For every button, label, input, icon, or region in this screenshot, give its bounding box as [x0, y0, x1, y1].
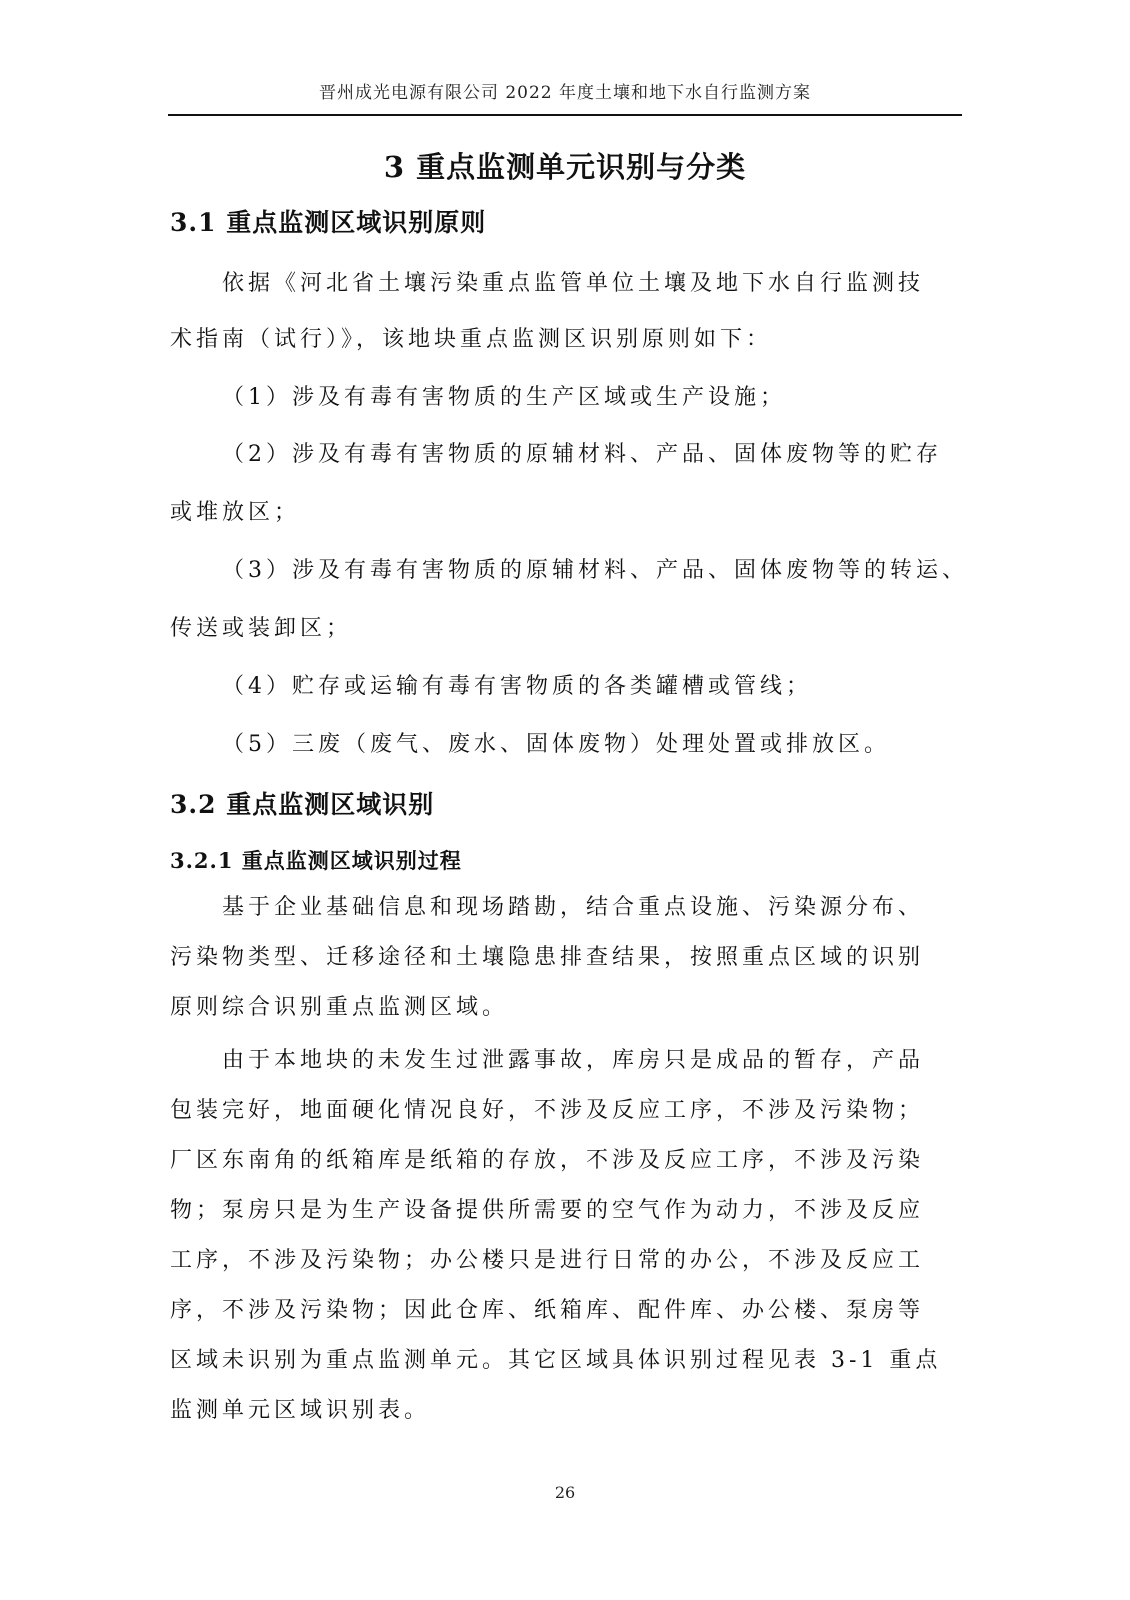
paragraph-line: 区域未识别为重点监测单元。其它区域具体识别过程见表 3-1 重点 — [170, 1348, 942, 1373]
subsection-3-2-1-title: 3.2.1 重点监测区域识别过程 — [170, 848, 462, 873]
section-3-1-title: 3.1 重点监测区域识别原则 — [170, 208, 487, 237]
criteria-item-3-cont: 传送或装卸区； — [170, 616, 353, 641]
criteria-item-2: （2）涉及有毒有害物质的原辅材料、产品、固体废物等的贮存 — [222, 442, 942, 467]
paragraph-line: 由于本地块的未发生过泄露事故，库房只是成品的暂存，产品 — [222, 1048, 925, 1073]
criteria-item-2-cont: 或堆放区； — [170, 500, 301, 525]
paragraph-line: 基于企业基础信息和现场踏勘，结合重点设施、污染源分布、 — [222, 895, 925, 920]
paragraph-line: 工序，不涉及污染物；办公楼只是进行日常的办公，不涉及反应工 — [170, 1248, 925, 1273]
paragraph-line: 物；泵房只是为生产设备提供所需要的空气作为动力，不涉及反应 — [170, 1198, 925, 1223]
page-number: 26 — [554, 1483, 576, 1502]
section-3-2-title: 3.2 重点监测区域识别 — [170, 790, 435, 819]
paragraph-line: 序，不涉及污染物；因此仓库、纸箱库、配件库、办公楼、泵房等 — [170, 1298, 925, 1323]
paragraph-line: 污染物类型、迁移途径和土壤隐患排查结果，按照重点区域的识别 — [170, 945, 925, 970]
paragraph-line: 术指南（试行）》，该地块重点监测区识别原则如下： — [170, 327, 773, 352]
paragraph-line: 包装完好，地面硬化情况良好，不涉及反应工序，不涉及污染物； — [170, 1098, 925, 1123]
paragraph-line: 厂区东南角的纸箱库是纸箱的存放，不涉及反应工序，不涉及污染 — [170, 1148, 925, 1173]
paragraph-line: 依据《河北省土壤污染重点监管单位土壤及地下水自行监测技 — [222, 271, 925, 296]
header-divider — [168, 114, 962, 116]
chapter-title: 3 重点监测单元识别与分类 — [383, 150, 747, 184]
criteria-item-5: （5）三废（废气、废水、固体废物）处理处置或排放区。 — [222, 732, 890, 757]
paragraph-line: 监测单元区域识别表。 — [170, 1398, 431, 1423]
running-header: 晋州成光电源有限公司 2022 年度土壤和地下水自行监测方案 — [318, 83, 812, 103]
criteria-item-1: （1）涉及有毒有害物质的生产区域或生产设施； — [222, 385, 786, 410]
paragraph-line: 原则综合识别重点监测区域。 — [170, 995, 509, 1020]
criteria-item-3: （3）涉及有毒有害物质的原辅材料、产品、固体废物等的转运、 — [222, 558, 968, 583]
criteria-item-4: （4）贮存或运输有毒有害物质的各类罐槽或管线； — [222, 674, 812, 699]
